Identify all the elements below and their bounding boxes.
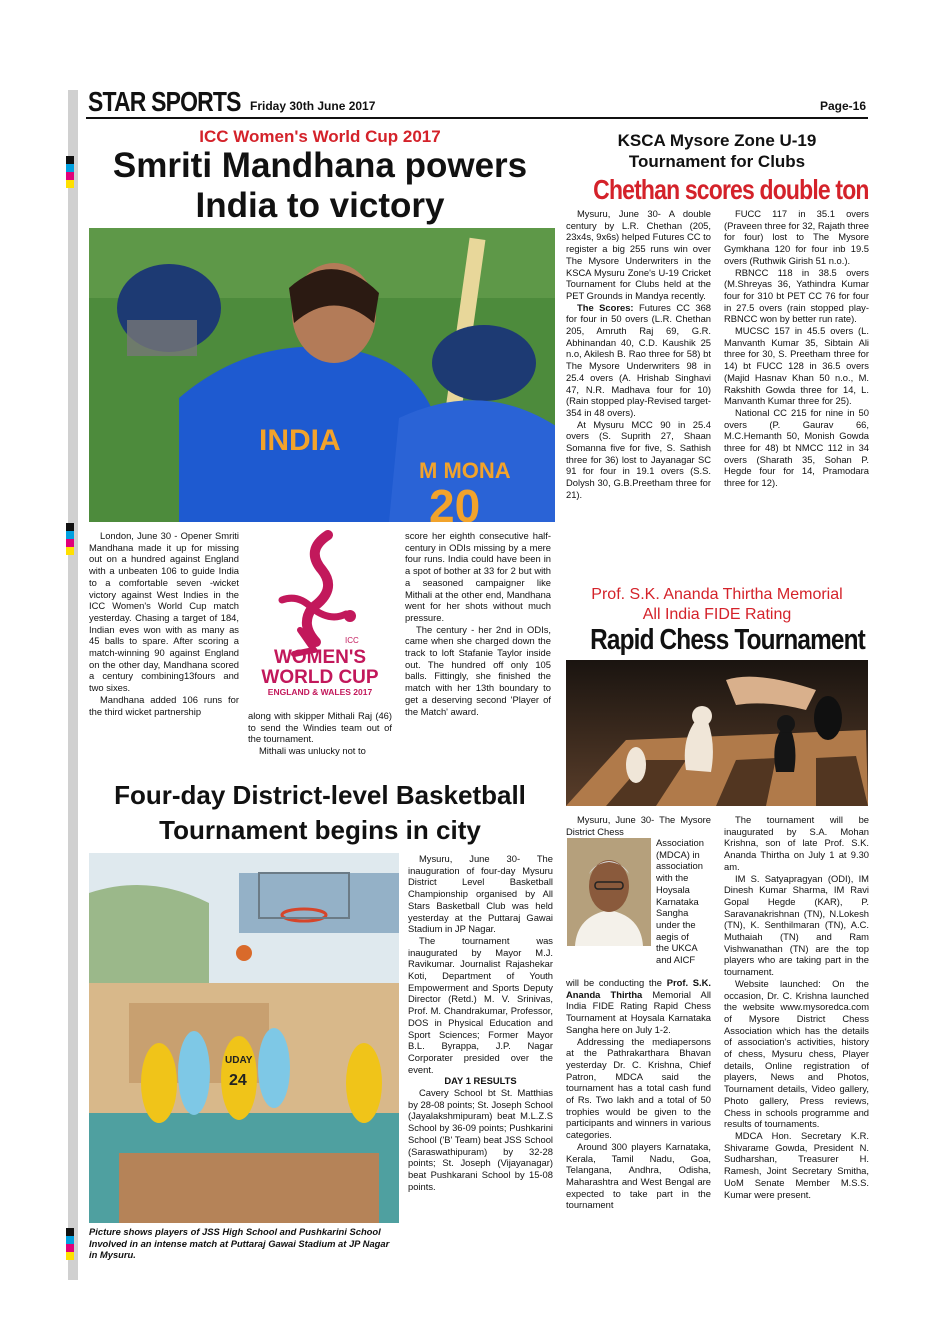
story2-column-1 [566,208,711,501]
paragraph: Mysuru, June 30- A double century by L.R. Chethan (205, 23x4s, 9x6s) helped Futures CC to register a big 255 runs win over The Mysore Underwriters in the KSCA Mysuru Zone's U-19 Cricket Tournament for Clubs held at the PET Grounds in Mandya recently. [566,208,711,301]
paragraph: IM S. Satyapragyan (ODI), IM Dinesh Kumar Sharma, IM Ravi Gopal Hegde (KAR), P. Saravanakrishnan (TN), N.Lokesh (TN), K. Senthilmaran (TN), A.C. Muthaiah (TN) and Ram Vishwanathan (TN) are the top players who are taking part in the tournament. [724,872,869,978]
basketball-photo-jersey: UDAY [225,1055,253,1066]
story1-column-2 [248,710,392,757]
paragraph: MDCA Hon. Secretary K.R. Shivarame Gowda, President N. Sudharshan, Treasurer H. Ramesh, Joint Secretary Smitha, UoM Senate Member M.S.S. Kumar were present. [724,1129,869,1200]
paragraph: London, June 30 - Opener Smriti Mandhana made it up for missing out on a hundred against England with a unbeaten 106 to guide India to a comfortable seven -wicket victory against West Indies in the ICC Women's World Cup match yesterday. Chasing a target of 184, Indian eves won with as many as 45 balls to spare. After scoring a match-winning 90 against England on the other day, Mandhana scored a century combining13fours and two sixes. [89,530,239,694]
story1-column-1 [89,530,239,717]
results-heading: DAY 1 RESULTS [444,1075,517,1087]
paragraph: Addressing the mediapersons at the Pathrakarthara Bhavan yesterday Dr. C. Krishna, Chief Patron, MDCA said the tournament has a total cash fund of Rs. Two lakh and a total of 50 trophies would be given to the participants and winners in various categories. [566,1035,711,1141]
story4-headline: Four-day District-level Basketball Tournament begins in city [114,780,526,845]
masthead-title: STAR SPORTS [88,86,241,117]
chess-intro-line: Mysuru, June 30- The Mysore District Chess [566,814,711,837]
story2-kicker: KSCA Mysore Zone U-19 Tournament for Clubs [617,131,817,171]
masthead-date: Friday 30th June 2017 [250,99,376,113]
masthead-rule [86,117,868,119]
paragraph: Website launched: On the occasion, Dr. C. Krishna launched the website www.mysoredca.com of Mysore District Chess Association which has the details of association's activities, history of chess, Mysuru chess, Player details, Online registration of players, News and Photos, Tournament details, Video gallery, Photo gallery, Press reviews, Chess in schools programme and results of tournaments. [724,977,869,1130]
chess-photo [566,660,868,806]
paragraph: The century - her 2nd in ODIs, came when she charged down the track to loft Stafanie Taylor inside out. The hundred off only 105 balls. Fittingly, she finished the match with her 13th boundary to get a deserving second 'Player of the Match' award. [405,623,551,717]
story4-column [408,853,553,1192]
paragraph: along with skipper Mithali Raj (46) to send the Windies team out of the tournament. [248,710,392,745]
story2-headline: Chethan scores double ton [593,174,869,205]
basketball-photo-caption: Picture shows players of JSS High School and Pushkarini School Involved in an intense match at Puttaraj Gawai Stadium at JP Nagar in Mysuru. [89,1226,390,1260]
story3-column-2 [724,814,869,1200]
registration-mark [66,156,74,188]
paragraph: Around 300 players Karnataka, Kerala, Tamil Nadu, Goa, Telangana, Andhra, Odisha, Maharashtra and West Bengal are expected to take part in the tournament [566,1140,711,1211]
registration-mark [66,523,74,555]
wwc-logo [250,530,390,700]
story1-headline: Smriti Mandhana powers India to victory [112,146,528,225]
wwc-logo-line3: ENGLAND & WALES 2017 [267,687,373,697]
story3-headline: Rapid Chess Tournament [590,624,865,656]
wwc-logo-icc: ICC [345,636,359,645]
paragraph: The Scores: Futures CC 368 for four in 50 overs (L.R. Chethan 205, Amruth Raj 69, G.R. Abhinandan 40, C.D. Kaushik 25 n.o, Akilesh B. Rao three for 58) bt The Mysore Underwriters 98 in 25.4 overs (A. Hrishab Singhavi 47, N.R. Madhava four for 10) (Rain stopped play-Revised target-354 in 48 overs). [566,301,712,418]
wwc-logo-line1: WOMEN'S [273,647,367,668]
paragraph: Mandhana added 106 runs for the third wicket partnership [89,693,239,717]
paragraph: At Mysuru MCC 90 in 25.4 overs (S. Suprith 27, Shaan Somanna five for five, S. Sathish three for 36) lost to Jayanagar SC 91 for four in 19.1 overs (S.S. Dolysh 30, G.B.Preetham three for 21). [566,418,711,500]
paragraph: The tournament will be inaugurated by S.A. Mohan Krishna, son of late Prof. S.K. Ananda Thirtha on July 1 at 9.30 am. [724,814,869,872]
wwc-logo-line2: WORLD CUP [261,667,379,688]
story1-column-3 [405,530,551,717]
story1-photo-number: 20 [429,480,481,522]
portrait-photo [567,838,651,946]
paragraph: FUCC 117 in 35.1 overs (Praveen three for 32, Rajath three for four) lost to The Mysore Gymkhana 120 for four inb 19.5 overs (Ruthwik Girish 51 n.o.). [724,208,869,266]
masthead-page: Page-16 [819,99,866,113]
paragraph: will be conducting the Prof. S.K. Ananda Thirtha Memorial All India FIDE Rating Rapid Chess Tournament at Hoysala Karnataka Sangha here on July 1-2. [566,977,711,1035]
story1-photo-jersey-right: M MONA [419,458,511,483]
registration-mark [66,1228,74,1260]
story1-photo-jersey-left: INDIA [259,424,341,457]
masthead [86,86,868,120]
paragraph: National CC 215 for nine in 50 overs (P. Gaurav 66, M.C.Hemanth 50, Monish Gowda three for 48) bt NMCC 112 in 34 overs (Sharath 35, Sohan P. Hegde four for 14, Pramodara three for 12). [724,406,869,489]
basketball-photo-number: 24 [229,1072,247,1089]
margin-bar-top [68,90,78,515]
story3-kicker: Prof. S.K. Ananda Thirtha Memorial All India FIDE Rating [591,586,843,623]
story3-column-1-top [566,814,711,837]
story2-column-2 [724,208,869,489]
paragraph: MUCSC 157 in 45.5 overs (L. Manvanth Kumar 35, Sibtain Ali three for 30, S. Preetham three for 14) bt FUCC 128 in 36.5 overs (Majid Hasnav Khan 50 n.o., M. Rakshith Gowda three for 14, L. Manvanth Kumar three for 25). [724,325,869,407]
paragraph: The tournament was inaugurated by Mayor M.J. Ravikumar. Journalist Rajashekar Koti, Department of Youth Empowerment and Sports Deputy Director (Retd.) M. V. Srinivas, Prof. M. Chandrakumar, Professor, DOS in Physical Education and Sport Sciences; Former Mayor B.L. Byrappa, J.P. Nagar Corporater presided over the event. [408,934,553,1075]
paragraph: Mysuru, June 30- The inauguration of four-day Mysuru District Level Basketball Championship organised by All Stars Basketball Club was held yesterday at the Puttaraj Gawai Stadium in JP Nagar. [408,853,553,935]
paragraph: RBNCC 118 in 38.5 overs (M.Shreyas 36, Yathindra Kumar four for 310 bt PET CC 76 for four in 27.5 overs (rain stopped play-RBNCC won by better run rate). [724,266,869,325]
paragraph: score her eighth consecutive half-century in ODIs missing by a mere four runs. India could have been in a spot of bother at 33 for 2 but with a seasoned campaigner like Mithali at the other end, Mandhana went for her shots without much pressure. [405,530,551,623]
story3-column-1-beside-photo: Association (MDCA) in association with the Hoysala Karnataka Sangha under the aegis of the UKCA and AICF [656,837,704,966]
story1-kicker: ICC Women's World Cup 2017 [199,127,441,146]
paragraph: Mithali was unlucky not to [259,745,366,757]
story3-column-1 [566,977,711,1211]
basketball-photo [89,853,399,1223]
margin-bar-bottom [68,458,78,1280]
story1-photo [89,228,555,522]
paragraph: Cavery School bt St. Matthias by 28-08 points; St. Joseph School (Jayalakshmipuram) beat M.L.Z.S School by 36-09 points; Pushkarini School ('B' Team) beat JSS School (Saraswathipuram) by 32-28 points; St. Joseph (Vijayanagar) beat Pushkarani School by 15-08 points. [408,1087,553,1192]
